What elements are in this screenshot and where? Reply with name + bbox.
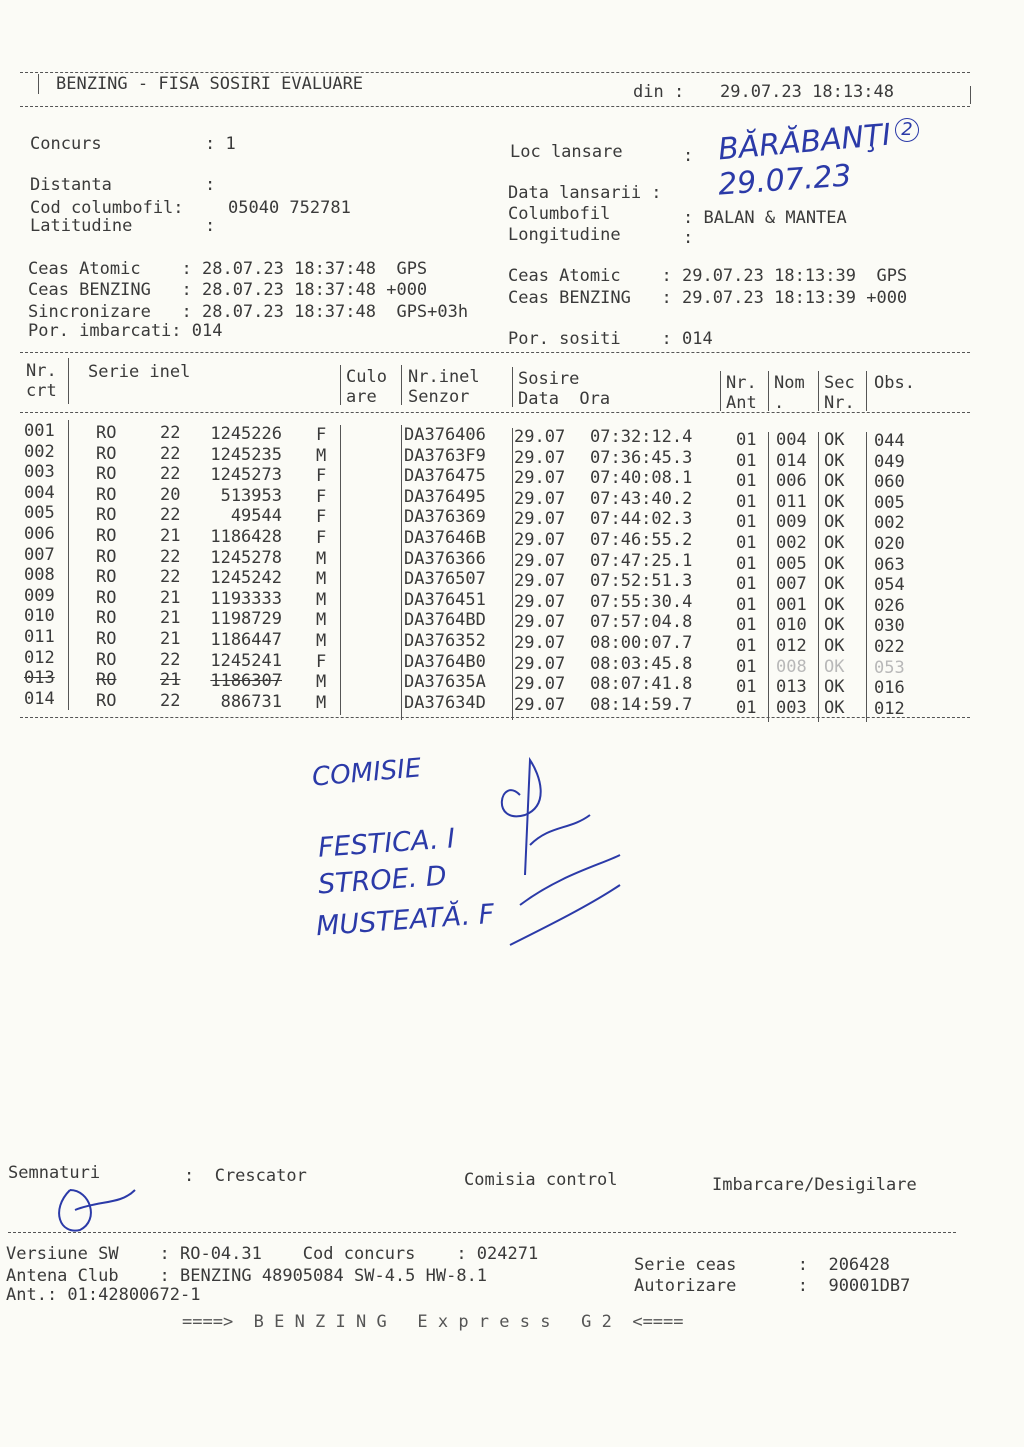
cell-senzor: DA3764B0 [404, 651, 486, 672]
cell-obs: 016 [874, 678, 905, 699]
concurs-label: Concurs [30, 134, 102, 154]
cell-nom: 010 [776, 615, 807, 636]
porumbei-sositi: Por. sositi : 014 [508, 329, 713, 349]
cell-data: 29.07 [514, 550, 566, 571]
cell-sex: M [316, 610, 327, 631]
cell-tara: RO [96, 629, 117, 649]
handwritten-name-2: STROE. D [317, 860, 448, 901]
cell-obs: 053 [874, 657, 905, 678]
handwritten-name-1: FESTICA. I [317, 823, 457, 864]
cell-inel: 49544 [230, 506, 282, 527]
cell-data: 29.07 [514, 591, 566, 612]
loc-lansare-label: Loc lansare [510, 142, 623, 162]
cell-sex: F [316, 507, 327, 528]
col-sosire-header-2: Data Ora [518, 389, 611, 409]
cod-columbofil-label: Cod columbofil: [30, 198, 184, 218]
cell-ant: 01 [736, 533, 757, 553]
cell-obs: 012 [874, 698, 905, 719]
cell-nr: 005 [24, 503, 55, 524]
cell-sec: OK [824, 594, 845, 615]
cell-nom: 004 [776, 430, 807, 450]
cell-obs: 030 [874, 616, 905, 637]
cell-tara: RO [96, 484, 117, 505]
loc-lansare-colon: : [683, 146, 694, 166]
cell-ora: 07:36:45.3 [590, 447, 693, 468]
cell-an: 20 [160, 484, 181, 505]
cell-sex: F [316, 466, 327, 487]
cell-inel: 1245226 [210, 424, 282, 444]
cell-senzor: DA37634D [404, 692, 486, 713]
footer-dash [8, 1232, 956, 1233]
cell-ant: 01 [736, 430, 757, 450]
header-sep [720, 371, 721, 411]
crescator-label: : Crescator [184, 1166, 307, 1186]
table-header-dash [20, 412, 970, 413]
col-obs-header: Obs. [874, 373, 915, 393]
cell-sec: OK [824, 615, 845, 636]
cell-nr: 009 [24, 585, 55, 606]
cell-sec: OK [824, 656, 845, 677]
table-top-dash [20, 352, 970, 353]
cell-an: 22 [160, 464, 181, 485]
col-sosire-header-1: Sosire [518, 369, 580, 389]
cell-senzor: DA376475 [404, 466, 486, 487]
col-crt-header: crt [26, 381, 57, 401]
cell-an: 21 [160, 670, 181, 691]
sincronizare: Sincronizare : 28.07.23 18:37:48 GPS+03h [28, 302, 469, 322]
cell-obs: 002 [874, 513, 905, 534]
cell-data: 29.07 [514, 674, 566, 695]
cell-tara: RO [96, 526, 117, 546]
din-value: 29.07.23 18:13:48 [720, 82, 894, 102]
cell-ant: 01 [736, 677, 757, 698]
table-bottom-dash [20, 717, 970, 718]
col-nrinel-header-1: Nr.inel [408, 367, 480, 387]
header-sep [768, 371, 769, 411]
cell-senzor: DA376366 [404, 548, 486, 569]
cell-sec: OK [824, 697, 845, 718]
cell-senzor: DA376406 [404, 425, 486, 445]
cell-ora: 07:55:30.4 [590, 591, 693, 612]
cell-inel: 1186307 [210, 671, 282, 692]
cell-senzor: DA376495 [404, 486, 486, 507]
cell-sec: OK [824, 491, 845, 512]
cell-data: 29.07 [514, 530, 566, 550]
cell-an: 22 [160, 567, 181, 588]
col-sec-header-2: Nr. [824, 393, 855, 413]
cell-ora: 07:44:02.3 [590, 509, 693, 530]
cell-data: 29.07 [514, 612, 566, 633]
cell-sec: OK [824, 574, 845, 595]
cell-tara: RO [96, 649, 117, 670]
cell-sec: OK [824, 677, 845, 698]
cell-ora: 07:47:25.1 [590, 550, 693, 571]
imbarcare-label: Imbarcare/Desigilare [712, 1175, 917, 1195]
cell-inel: 1245242 [210, 568, 282, 589]
cell-nom: 009 [776, 512, 807, 533]
cell-ant: 01 [736, 615, 757, 636]
cell-tara: RO [96, 443, 117, 464]
top-dash-line [20, 72, 970, 73]
cell-senzor: DA376369 [404, 507, 486, 528]
data-lansarii-handwritten: 29.07.23 [716, 158, 853, 203]
header-bottom-dash [20, 106, 970, 107]
cell-sex: F [316, 651, 327, 672]
cell-senzor: DA376352 [404, 631, 486, 651]
cell-inel: 886731 [220, 691, 282, 712]
cell-sec: OK [824, 430, 845, 450]
cell-senzor: DA3764BD [404, 610, 486, 631]
col-nrant-header-1: Nr. [726, 373, 757, 393]
cell-senzor: DA37635A [404, 672, 486, 693]
cell-an: 22 [160, 443, 181, 464]
col-nrinel-header-2: Senzor [408, 387, 470, 407]
cell-tara: RO [96, 608, 117, 629]
cell-inel: 1245235 [210, 444, 282, 465]
cell-sex: M [316, 692, 327, 713]
cell-ora: 08:03:45.8 [590, 653, 693, 674]
body-sep [68, 420, 69, 710]
cell-ora: 07:32:12.4 [590, 427, 693, 447]
cell-nr: 007 [24, 544, 55, 565]
cell-an: 22 [160, 649, 181, 670]
cell-nom: 005 [776, 553, 807, 574]
cell-an: 22 [160, 423, 181, 443]
body-sep [512, 428, 513, 720]
cell-data: 29.07 [514, 447, 566, 468]
longitudine-value: : [683, 228, 694, 248]
cell-data: 29.07 [514, 509, 566, 530]
cell-tara: RO [96, 567, 117, 588]
cell-sex: F [316, 528, 327, 548]
cell-an: 21 [160, 629, 181, 649]
cell-tara: RO [96, 464, 117, 485]
cell-nom: 002 [776, 533, 807, 553]
cell-inel: 1245273 [210, 465, 282, 486]
cell-ora: 07:52:51.3 [590, 571, 693, 592]
serie-ceas: Serie ceas : 206428 [634, 1255, 890, 1275]
cell-inel: 513953 [220, 485, 282, 506]
cell-sex: M [316, 445, 327, 466]
col-serie-header: Serie inel [88, 362, 191, 382]
col-sec-header-1: Sec [824, 373, 855, 393]
cell-sex: F [316, 486, 327, 507]
cell-data: 29.07 [514, 653, 566, 674]
col-culoare-header-2: are [346, 387, 377, 407]
cell-nom: 012 [776, 636, 807, 656]
cell-ant: 01 [736, 553, 757, 574]
cell-nom: 014 [776, 450, 807, 471]
cell-sec: OK [824, 636, 845, 656]
cell-ora: 07:40:08.1 [590, 468, 693, 489]
cell-sex: F [316, 425, 327, 445]
cell-ora: 07:43:40.2 [590, 488, 693, 509]
cell-ant: 01 [736, 594, 757, 615]
distanta-label: Distanta [30, 175, 112, 195]
distanta-value: : [205, 175, 216, 195]
comisia-control-label: Comisia control [464, 1170, 618, 1190]
cell-obs: 063 [874, 554, 905, 575]
header-left-bar [38, 74, 39, 94]
latitudine-label: Latitudine [30, 216, 133, 236]
cell-nr: 001 [24, 421, 55, 441]
cell-ant: 01 [736, 636, 757, 656]
cell-ora: 07:46:55.2 [590, 530, 693, 550]
cell-ora: 08:07:41.8 [590, 674, 693, 695]
cell-ora: 08:14:59.7 [590, 694, 693, 715]
header-right-bar [970, 86, 971, 104]
cell-nr: 012 [24, 647, 55, 668]
cell-nom: 007 [776, 574, 807, 595]
cell-obs: 022 [874, 637, 905, 657]
cell-an: 22 [160, 546, 181, 567]
header-sep [68, 358, 69, 404]
cell-ant: 01 [736, 656, 757, 677]
body-sep [818, 432, 819, 722]
header-sep [818, 371, 819, 411]
benzing-express-banner: ====> B E N Z I N G E x p r e s s G 2 <==== [182, 1312, 684, 1332]
cell-sex: M [316, 631, 327, 651]
handwritten-comisie: COMISIE [310, 753, 423, 793]
footer-line-3: Ant.: 01:42800672-1 [6, 1285, 201, 1305]
footer-line-1: Versiune SW : RO-04.31 Cod concurs : 024271 [6, 1244, 539, 1264]
cell-tara: RO [96, 587, 117, 608]
cell-data: 29.07 [514, 633, 566, 653]
cell-sec: OK [824, 553, 845, 574]
cell-obs: 026 [874, 595, 905, 616]
cell-tara: RO [96, 505, 117, 526]
cell-an: 21 [160, 526, 181, 546]
cell-ant: 01 [736, 471, 757, 492]
cell-an: 21 [160, 608, 181, 629]
cell-tara: RO [96, 423, 117, 443]
body-sep [866, 432, 867, 722]
cell-obs: 060 [874, 472, 905, 493]
header-sep [512, 367, 513, 407]
porumbei-imbarcati: Por. imbarcati: 014 [28, 321, 223, 341]
cell-obs: 049 [874, 451, 905, 472]
concurs-value: : 1 [205, 134, 236, 154]
cell-senzor: DA376451 [404, 589, 486, 610]
cell-inel: 1193333 [210, 588, 282, 609]
cell-inel: 1198729 [210, 609, 282, 630]
cell-sex: M [316, 589, 327, 610]
cell-nr: 010 [24, 606, 55, 627]
cell-an: 22 [160, 505, 181, 526]
cell-data: 29.07 [514, 488, 566, 509]
cell-ant: 01 [736, 512, 757, 533]
cell-sex: M [316, 548, 327, 569]
cell-obs: 054 [874, 575, 905, 596]
cell-nr: 004 [24, 482, 55, 503]
cell-nom: 003 [776, 697, 807, 718]
document-title: BENZING - FISA SOSIRI EVALUARE [56, 74, 364, 94]
cell-nr: 011 [24, 627, 55, 647]
cell-tara: RO [96, 690, 117, 711]
cell-obs: 020 [874, 534, 905, 554]
cell-data: 29.07 [514, 427, 566, 447]
cell-tara: RO [96, 546, 117, 567]
cell-ora: 07:57:04.8 [590, 612, 693, 633]
cell-ant: 01 [736, 450, 757, 471]
col-nom-header-2: . [774, 393, 785, 413]
header-sep [401, 365, 402, 405]
cell-nr: 008 [24, 565, 55, 586]
cell-senzor: DA376507 [404, 569, 486, 590]
columbofil-value: : BALAN & MANTEA [683, 208, 847, 228]
col-nrant-header-2: Ant [726, 393, 757, 413]
cell-nr: 003 [24, 462, 55, 483]
ceas-atomic-start: Ceas Atomic : 28.07.23 18:37:48 GPS [28, 259, 428, 279]
cell-data: 29.07 [514, 468, 566, 489]
col-nom-header-1: Nom [774, 373, 805, 393]
latitudine-value: : [205, 216, 216, 236]
body-sep [768, 432, 769, 722]
cell-sec: OK [824, 450, 845, 471]
cell-sec: OK [824, 533, 845, 553]
cell-nr: 002 [24, 441, 55, 462]
longitudine-label: Longitudine [508, 225, 621, 245]
cell-nr: 014 [24, 688, 55, 709]
cell-an: 21 [160, 587, 181, 608]
body-sep [340, 425, 341, 715]
cell-inel: 1245278 [210, 547, 282, 568]
handwritten-name-3: MUSTEATĂ. F [315, 898, 496, 943]
cell-data: 29.07 [514, 694, 566, 715]
col-culoare-header-1: Culo [346, 367, 387, 387]
autorizare: Autorizare : 90001DB7 [634, 1276, 911, 1296]
cell-inel: 1245241 [210, 650, 282, 671]
ceas-benzing-start: Ceas BENZING : 28.07.23 18:37:48 +000 [28, 280, 428, 300]
cell-nom: 006 [776, 471, 807, 492]
header-sep [866, 371, 867, 411]
cell-nom: 008 [776, 656, 807, 677]
cell-nom: 011 [776, 491, 807, 512]
din-label: din : [633, 82, 685, 102]
commission-signatures-icon [480, 755, 680, 955]
cell-data: 29.07 [514, 571, 566, 592]
ceas-benzing-end: Ceas BENZING : 29.07.23 18:13:39 +000 [508, 288, 908, 308]
header-sep [340, 365, 341, 405]
cell-nr: 006 [24, 524, 55, 544]
cell-obs: 005 [874, 492, 905, 513]
cod-columbofil-value: 05040 752781 [228, 198, 351, 218]
cell-ant: 01 [736, 574, 757, 595]
ceas-atomic-end: Ceas Atomic : 29.07.23 18:13:39 GPS [508, 266, 908, 286]
crescator-signature-icon [40, 1180, 160, 1240]
cell-sex: M [316, 672, 327, 693]
columbofil-label: Columbofil [508, 204, 611, 224]
loc-lansare-handwritten: BĂRĂBANŢI [716, 117, 893, 168]
loc-lansare-circled-note: 2 [895, 118, 919, 142]
footer-line-2: Antena Club : BENZING 48905084 SW-4.5 HW-8.1 [6, 1266, 488, 1286]
body-sep [401, 425, 402, 720]
cell-ora: 08:00:07.7 [590, 633, 693, 653]
data-lansarii-label: Data lansarii : [508, 183, 662, 203]
cell-obs: 044 [874, 431, 905, 451]
cell-sex: M [316, 569, 327, 590]
semnaturi-label: Semnaturi [8, 1163, 101, 1183]
cell-nr: 013 [24, 668, 55, 689]
cell-tara: RO [96, 670, 117, 691]
cell-an: 22 [160, 690, 181, 711]
cell-ant: 01 [736, 697, 757, 718]
cell-ant: 01 [736, 491, 757, 512]
cell-nom: 013 [776, 677, 807, 698]
cell-sec: OK [824, 471, 845, 492]
col-nr-header: Nr. [26, 361, 57, 381]
cell-sec: OK [824, 512, 845, 533]
cell-senzor: DA3763F9 [404, 445, 486, 466]
cell-nom: 001 [776, 594, 807, 615]
cell-senzor: DA37646B [404, 528, 486, 548]
cell-inel: 1186447 [210, 630, 282, 650]
cell-inel: 1186428 [210, 527, 282, 547]
